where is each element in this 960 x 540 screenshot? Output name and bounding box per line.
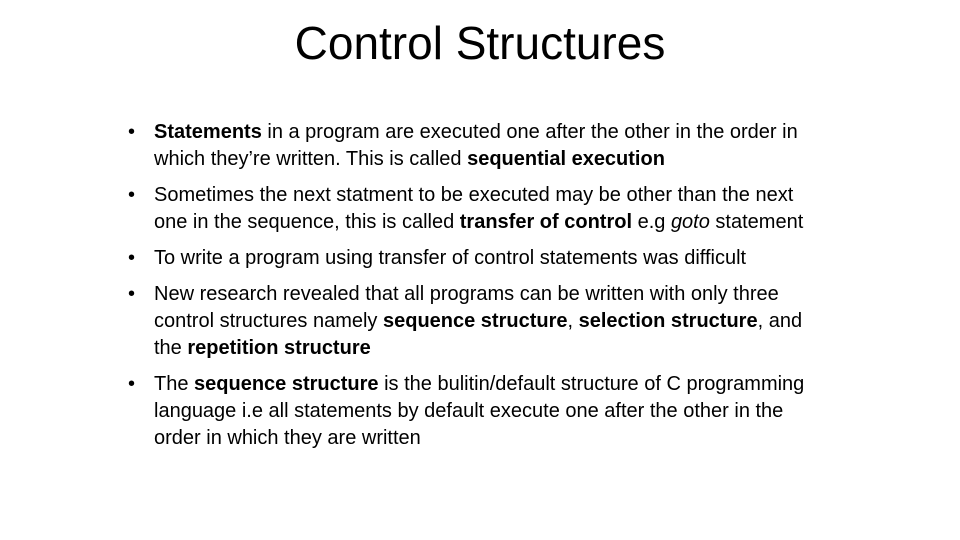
bullet-text-segment: e.g bbox=[632, 211, 671, 233]
bullet-text-segment: goto bbox=[670, 211, 710, 233]
bullet-text-segment: sequence structure bbox=[194, 373, 379, 395]
bullet-marker: • bbox=[128, 247, 136, 269]
bullet-text-segment: New research revealed that all programs can be written with only three control structures namely bbox=[154, 283, 779, 332]
bullet-text-segment: in a program are executed one after the other in the order in which they’re written. This is called bbox=[154, 121, 798, 170]
bullet-item bbox=[128, 371, 828, 452]
bullet-text-segment: The bbox=[154, 373, 195, 395]
bullet-text-segment: , and the bbox=[154, 310, 803, 359]
bullet-list bbox=[128, 119, 828, 461]
bullet-text-segment: Sometimes the next statment to be executed may be other than the next one in the sequence, this is called bbox=[154, 184, 794, 233]
bullet-text-segment: sequence structure bbox=[382, 310, 568, 332]
bullet-marker: • bbox=[128, 121, 136, 143]
bullet-marker: • bbox=[128, 373, 136, 395]
bullet-text-segment: is the bulitin/default structure of C programming language i.e all statements by default execute one after the other in the order in which they are written bbox=[154, 373, 805, 449]
bullet-item bbox=[128, 119, 828, 173]
bullet-item bbox=[128, 245, 828, 272]
bullet-item bbox=[128, 281, 828, 362]
bullet-text-segment: statement bbox=[709, 211, 804, 233]
bullet-text-segment: sequential execution bbox=[467, 148, 665, 170]
bullet-text-segment: selection structure bbox=[578, 310, 758, 332]
bullet-marker: • bbox=[128, 184, 136, 206]
bullet-text-segment: , bbox=[567, 310, 579, 332]
bullet-text-segment: Statements bbox=[154, 121, 262, 143]
bullet-marker: • bbox=[128, 283, 136, 305]
bullet-text-segment: repetition structure bbox=[187, 337, 371, 359]
slide-title: Control Structures bbox=[294, 17, 666, 69]
bullet-text-segment: transfer of control bbox=[459, 211, 633, 233]
bullet-item bbox=[128, 182, 828, 236]
bullet-text-segment: To write a program using transfer of control statements was difficult bbox=[154, 247, 747, 269]
